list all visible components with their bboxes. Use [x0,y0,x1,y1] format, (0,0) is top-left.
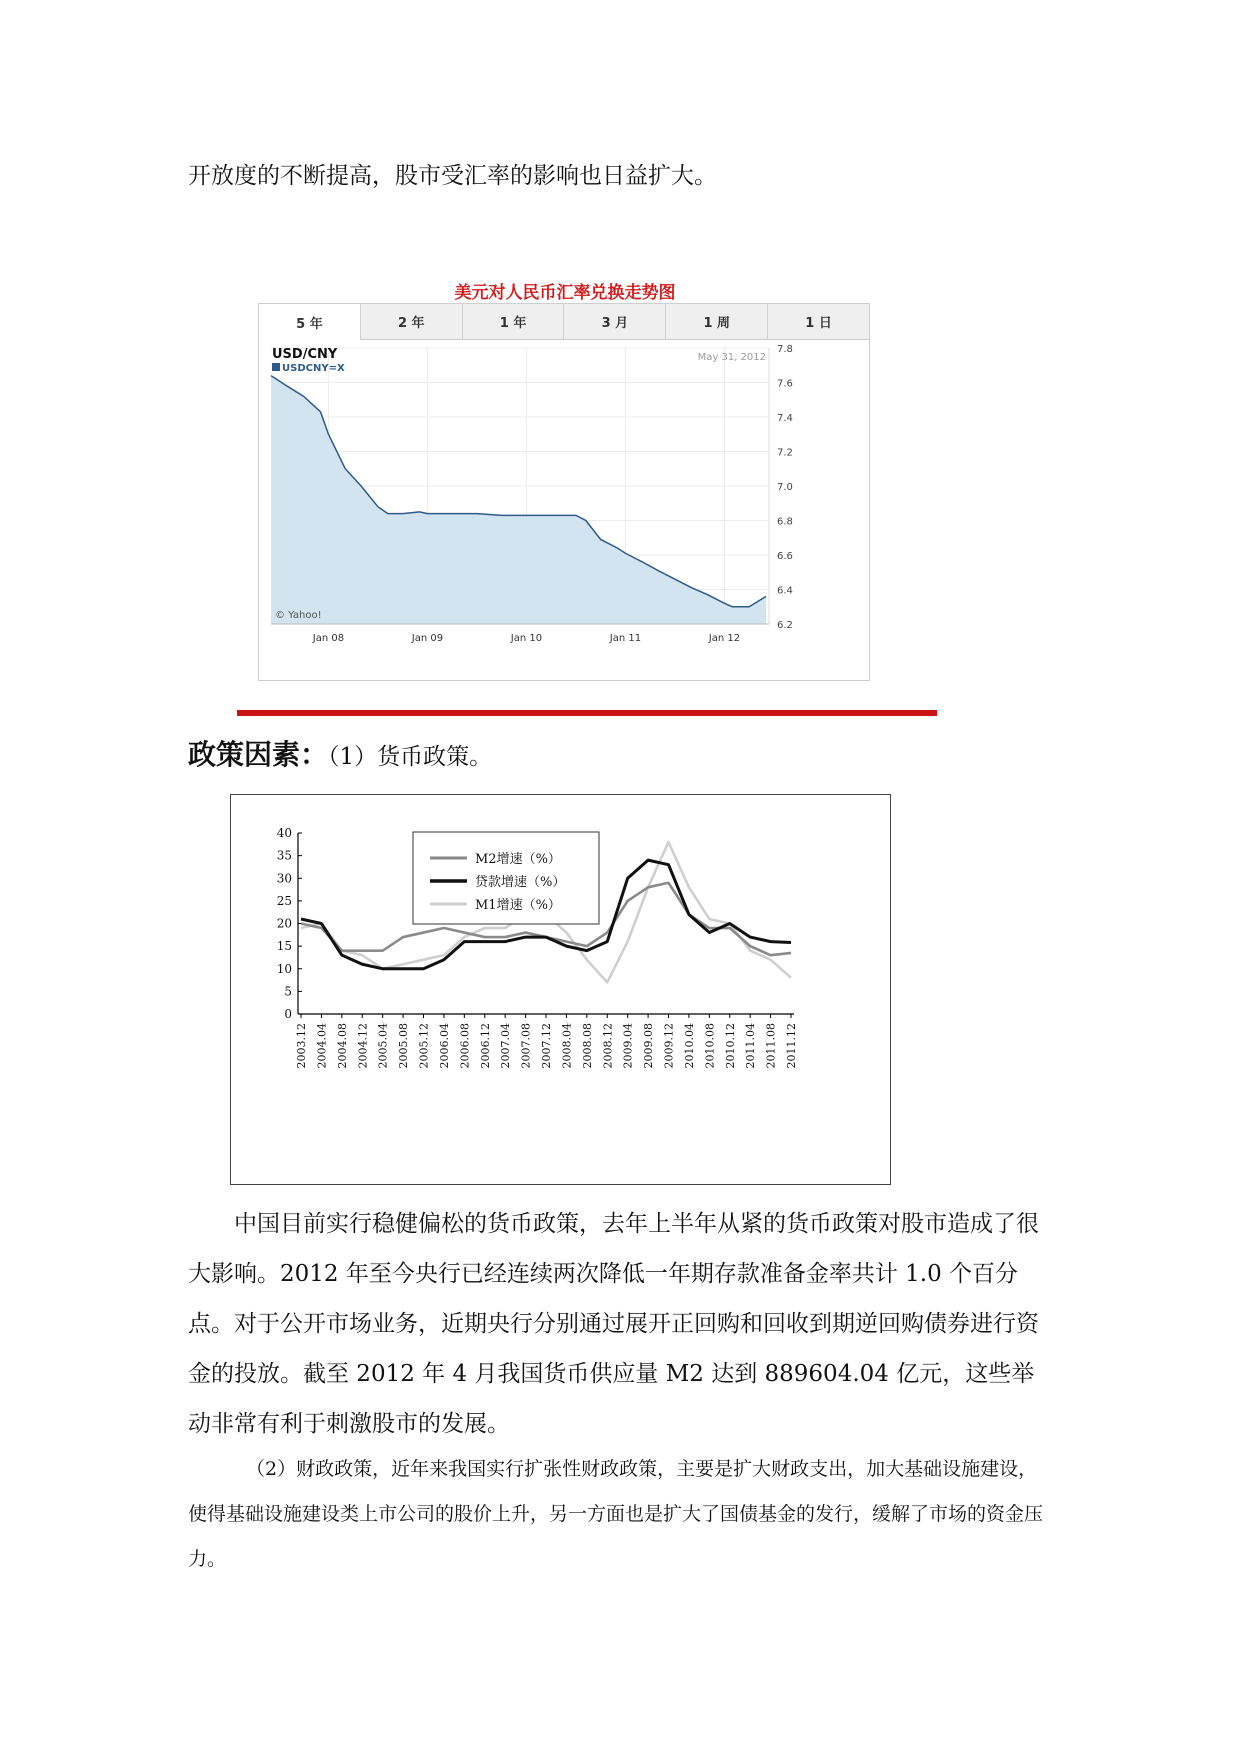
x-tick-label: 2007.12 [540,1023,553,1069]
x-tick-label: 2008.08 [580,1023,594,1069]
x-tick-label: 2010.04 [682,1023,696,1069]
x-tick-label: 2005.12 [417,1023,431,1069]
fx-date-label: May 31, 2012 [697,352,766,363]
tab-1-week[interactable]: 1 周 [665,304,767,340]
x-tick-label: 2009.12 [662,1023,676,1069]
x-tick-label: 2007.08 [519,1023,533,1069]
fx-source-label: © Yahoo! [275,610,322,621]
x-tick-label: 2009.04 [621,1023,635,1069]
fx-chart-title: 美元对人民币汇率兑换走势图 [454,283,676,303]
x-tick-label: 2006.04 [437,1023,451,1069]
usdcny-area [271,376,766,624]
y-tick-label: 6.2 [777,620,793,631]
x-tick-label: 2006.12 [478,1023,492,1069]
x-tick-label: Jan 09 [411,633,444,644]
x-tick-label: 2007.04 [499,1023,513,1069]
fx-range-tabs [259,304,869,340]
x-tick-label: 2004.08 [335,1023,349,1069]
y-tick-label: 6.6 [777,551,793,562]
fx-chart [258,303,870,681]
x-tick-label: 2006.08 [458,1023,472,1069]
section-divider [237,710,937,716]
y-tick-label: 10 [276,961,292,976]
x-tick-label: 2011.08 [764,1023,778,1069]
intro-paragraph: 开放度的不断提高，股市受汇率的影响也日益扩大。 [188,163,717,189]
x-tick-label: 2008.04 [560,1023,574,1069]
legend-label: 贷款增速（%） [475,875,566,890]
y-tick-label: 7.4 [777,413,793,424]
y-tick-label: 40 [276,826,292,840]
money-supply-plot [231,795,890,1184]
fx-plot [259,340,869,680]
fx-series-legend [272,363,345,374]
x-tick-label: 2009.08 [642,1023,656,1069]
x-tick-label: 2003.12 [295,1023,308,1069]
legend-swatch [272,363,280,371]
x-tick-label: 2010.12 [723,1023,737,1069]
y-tick-label: 15 [276,939,292,954]
y-tick-label: 6.4 [777,585,793,597]
money-supply-chart [230,794,891,1185]
y-tick-label: 7.8 [777,344,793,355]
x-tick-label: 2005.08 [397,1023,411,1069]
x-tick-label: 2011.12 [785,1023,798,1069]
x-tick-label: 2011.04 [744,1023,758,1069]
legend-label: M1增速（%） [475,898,561,913]
tab-5-year[interactable]: 5 年 [259,304,360,340]
y-tick-label: 5 [284,984,292,999]
y-tick-label: 30 [276,871,292,886]
tab-3-month[interactable]: 3 月 [563,304,665,340]
fx-symbol: USD/CNY [272,347,338,362]
x-tick-label: 2004.04 [315,1023,329,1069]
x-tick-label: 2005.04 [376,1023,390,1069]
monetary-policy-paragraph: 中国目前实行稳健偏松的货币政策，去年上半年从紧的货币政策对股市造成了很大影响。2012 年至今央行已经连续两次降低一年期存款准备金率共计 1.0 个百分点。对于公开市场业务，近期央行分别通过展开正回购和回收到期逆回购债券进行资金的投放。截至 2012 年 4 月我国货币供应量 M2 达到 889604.04 亿元，这些举动非常有利于刺激股市的发展。 [188,1211,1039,1437]
y-tick-label: 7.2 [777,447,793,459]
fiscal-policy-paragraph: （2）财政政策，近年来我国实行扩张性财政政策，主要是扩大财政支出，加大基础设施建设，使得基础设施建设类上市公司的股价上升，另一方面也是扩大了国债基金的发行，缓解了市场的资金压力。 [188,1458,1044,1570]
policy-heading-title: 政策因素： [188,738,329,771]
tab-2-year[interactable]: 2 年 [360,304,462,340]
x-tick-label: Jan 12 [708,633,741,644]
y-tick-label: 7.0 [777,482,793,493]
x-tick-label: Jan 08 [312,633,345,644]
y-tick-label: 35 [276,848,292,863]
y-tick-label: 0 [284,1007,292,1021]
x-tick-label: 2004.12 [356,1023,370,1069]
y-tick-label: 6.8 [777,516,793,528]
y-tick-label: 7.6 [777,378,793,390]
tab-1-year[interactable]: 1 年 [462,304,564,340]
x-tick-label: Jan 10 [510,633,543,644]
tab-1-day[interactable]: 1 日 [767,304,869,340]
x-tick-label: Jan 11 [609,633,642,644]
fx-series-label: USDCNY=X [282,363,345,374]
x-tick-label: 2010.08 [703,1023,717,1069]
policy-heading [188,733,492,779]
y-tick-label: 20 [276,916,292,931]
y-tick-label: 25 [276,893,292,908]
policy-heading-subtitle: （1）货币政策。 [328,744,493,770]
x-tick-label: 2008.12 [601,1023,615,1069]
legend-label: M2增速（%） [475,852,561,867]
